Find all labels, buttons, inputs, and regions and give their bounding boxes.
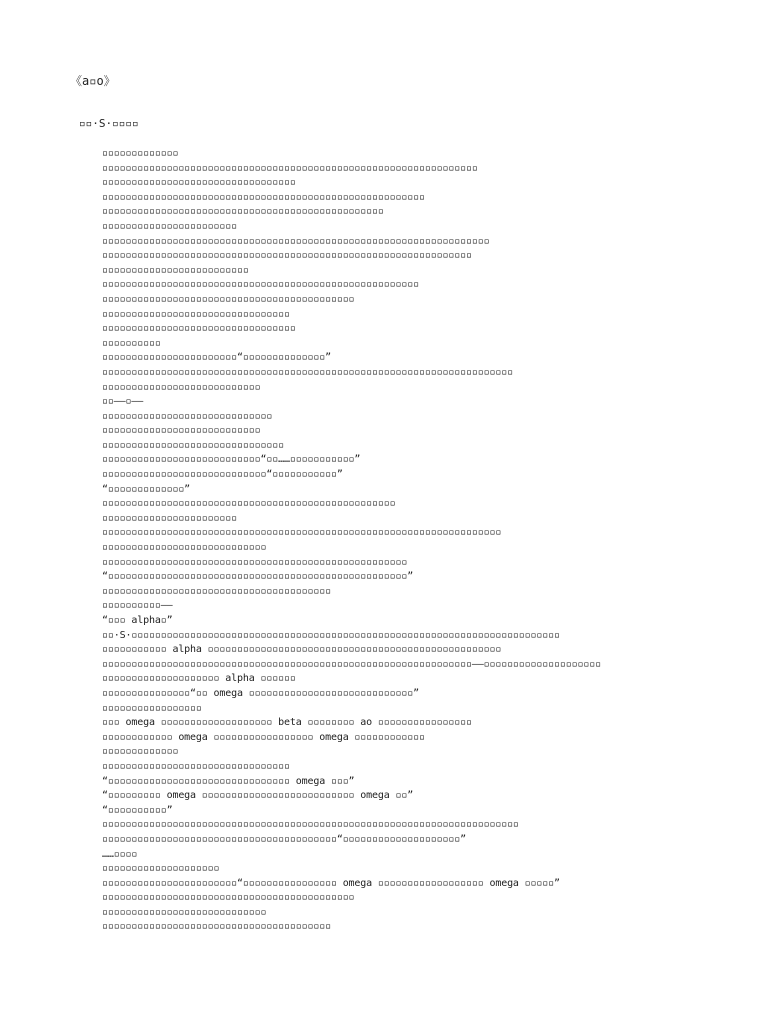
- document-title: 《a▫o》: [70, 74, 116, 88]
- text-line: ▫▫▫▫▫▫▫▫▫▫▫▫▫▫▫▫▫▫▫▫▫▫▫▫▫▫▫▫▫▫▫▫: [102, 308, 290, 320]
- text-line: ▫▫▫▫▫▫▫▫▫▫▫▫▫▫▫▫▫▫▫▫▫▫▫▫▫▫▫▫▫▫▫▫▫▫▫▫▫▫▫▫▫▫▫▫▫▫▫▫▫▫▫▫▫▫▫▫▫▫▫▫▫▫▫: [102, 250, 472, 262]
- text-line: “▫▫▫▫▫▫▫▫▫▫▫▫▫”: [102, 483, 191, 495]
- text-line: ▫▫▫▫▫▫▫▫▫▫▫▫▫▫▫▫▫▫▫▫▫▫▫▫▫▫▫▫▫▫▫▫▫▫▫▫▫▫▫▫▫▫▫▫▫▫▫▫▫▫▫▫▫▫▫▫▫▫▫▫▫▫▫▫▫▫▫▫: [102, 527, 502, 539]
- text-line: ▫▫▫▫▫▫▫▫▫▫▫▫▫▫▫▫▫▫▫▫▫▫▫▫▫▫▫▫▫: [102, 410, 273, 422]
- text-line: ▫▫▫▫▫▫▫▫▫▫▫▫▫▫▫▫▫▫▫▫▫▫▫▫▫▫▫▫▫▫▫▫: [102, 760, 290, 772]
- text-line: ▫▫▫▫▫▫▫▫▫▫▫▫▫▫▫▫▫▫▫▫▫▫▫▫▫▫▫▫▫▫▫▫▫▫▫▫▫▫▫▫▫▫▫▫▫▫▫▫▫▫▫▫▫▫: [102, 279, 420, 291]
- text-line: ▫▫▫▫▫▫▫▫▫▫▫▫▫▫▫▫▫▫▫▫▫▫▫▫▫▫▫▫“▫▫▫▫▫▫▫▫▫▫▫”: [102, 469, 343, 481]
- text-line: ▫▫▫▫▫▫▫▫▫▫▫▫▫▫▫▫▫▫▫▫▫▫▫▫▫▫▫▫▫▫▫▫▫▫▫▫▫▫▫▫▫▫▫▫▫▫▫▫: [102, 206, 384, 218]
- text-line: ▫▫▫▫▫▫▫▫▫▫▫▫▫▫▫▫▫▫▫▫▫▫▫▫▫▫▫▫▫▫▫▫▫▫▫▫▫▫▫▫▫▫▫▫▫▫▫▫▫▫: [102, 498, 396, 510]
- text-line: ▫▫▫▫▫▫▫▫▫▫▫▫▫▫▫▫▫: [102, 702, 202, 714]
- text-line: ▫▫▫▫▫▫▫▫▫▫▫▫▫▫▫▫▫▫▫▫▫▫▫“▫▫▫▫▫▫▫▫▫▫▫▫▫▫▫▫ omega ▫▫▫▫▫▫▫▫▫▫▫▫▫▫▫▫▫▫ omega ▫▫▫▫▫”: [102, 877, 560, 889]
- text-line: ▫▫▫▫▫▫▫▫▫▫▫ alpha ▫▫▫▫▫▫▫▫▫▫▫▫▫▫▫▫▫▫▫▫▫▫▫▫▫▫▫▫▫▫▫▫▫▫▫▫▫▫▫▫▫▫▫▫▫▫▫▫▫▫: [102, 644, 502, 656]
- text-line: ▫▫▫▫▫▫▫▫▫▫▫▫▫▫▫▫▫▫▫▫▫▫▫▫▫▫▫▫▫▫▫▫▫▫▫▫▫▫▫▫▫▫▫: [102, 892, 355, 904]
- text-line: ▫▫▫▫▫▫▫▫▫▫▫▫▫▫▫▫▫▫▫▫: [102, 863, 220, 875]
- text-line: ▫▫▫▫▫▫▫▫▫▫▫▫▫▫▫▫▫▫▫▫▫▫▫▫▫▫▫“▫▫……▫▫▫▫▫▫▫▫▫▫▫”: [102, 454, 361, 466]
- text-line: ▫▫▫▫▫▫▫▫▫▫▫▫▫▫▫▫▫▫▫▫▫▫▫▫▫▫▫▫▫▫▫: [102, 439, 284, 451]
- text-line: ▫▫▫▫▫▫▫▫▫▫▫▫▫▫▫▫▫▫▫▫▫▫▫▫▫▫▫: [102, 425, 261, 437]
- text-line: ▫▫▫▫▫▫▫▫▫▫▫▫▫▫▫▫▫▫▫▫▫▫▫▫▫▫▫▫▫▫▫▫▫▫▫▫▫▫▫▫▫▫▫▫▫▫▫▫▫▫▫▫▫▫▫▫▫▫▫▫▫▫▫▫▫▫▫▫▫▫▫: [102, 819, 519, 831]
- text-line: ▫▫▫▫▫▫▫▫▫▫▫▫▫▫▫▫▫▫▫▫▫▫▫▫▫▫▫▫▫▫▫▫▫: [102, 323, 296, 335]
- text-line: ▫▫▫▫▫▫▫▫▫▫▫▫▫▫▫▫▫▫▫▫▫▫▫▫▫▫▫▫▫▫▫▫▫▫▫▫▫▫▫▫▫▫▫▫▫▫▫▫▫▫▫▫▫▫▫: [102, 191, 425, 203]
- text-line: ▫▫▫▫▫▫▫▫▫▫▫▫▫▫▫▫▫▫▫▫▫▫▫: [102, 512, 238, 524]
- text-line: “▫▫▫▫▫▫▫▫▫▫▫▫▫▫▫▫▫▫▫▫▫▫▫▫▫▫▫▫▫▫▫ omega ▫▫▫”: [102, 775, 355, 787]
- text-line: ▫▫▫▫▫▫▫▫▫▫▫▫▫: [102, 148, 179, 159]
- text-line: ▫▫▫▫▫▫▫▫▫▫▫▫▫: [102, 746, 179, 758]
- text-line: ▫▫▫▫▫▫▫▫▫▫▫▫▫▫▫▫▫▫▫▫▫▫▫▫▫▫▫: [102, 381, 261, 393]
- document-author: ▫▫·S·▫▫▫▫: [79, 117, 139, 130]
- text-line: ▫▫▫▫▫▫▫▫▫▫▫▫▫▫▫▫▫▫▫▫▫▫▫▫▫▫▫▫▫▫▫▫▫▫▫▫▫▫▫▫▫▫▫▫▫▫▫▫▫▫▫▫: [102, 556, 408, 568]
- text-line: “▫▫▫▫▫▫▫▫▫▫▫▫▫▫▫▫▫▫▫▫▫▫▫▫▫▫▫▫▫▫▫▫▫▫▫▫▫▫▫▫▫▫▫▫▫▫▫▫▫▫▫”: [102, 571, 414, 583]
- text-line: ▫▫▫▫▫▫▫▫▫▫▫▫▫▫▫▫▫▫▫▫▫▫▫▫▫▫▫▫▫▫▫▫▫: [102, 177, 296, 189]
- text-line: ▫▫▫▫▫▫▫▫▫▫▫▫▫▫▫▫▫▫▫▫▫▫▫▫▫▫▫▫▫▫▫▫▫▫▫▫▫▫▫: [102, 585, 331, 597]
- text-line: ▫▫▫▫▫▫▫▫▫▫▫▫▫▫▫▫▫▫▫▫▫▫▫▫▫▫▫▫▫▫▫▫▫▫▫▫▫▫▫▫“▫▫▫▫▫▫▫▫▫▫▫▫▫▫▫▫▫▫▫▫”: [102, 833, 466, 845]
- text-line: ▫▫——▫——: [102, 396, 144, 408]
- text-line: ……▫▫▫▫: [102, 848, 138, 860]
- text-line: ▫▫▫▫▫▫▫▫▫▫▫▫▫▫▫▫▫▫▫▫▫▫▫▫▫▫▫▫▫▫▫▫▫▫▫▫▫▫▫▫▫▫▫▫▫▫▫▫▫▫▫▫▫▫▫▫▫▫▫▫▫▫▫▫▫▫: [102, 235, 490, 247]
- text-line: ▫▫▫ omega ▫▫▫▫▫▫▫▫▫▫▫▫▫▫▫▫▫▫▫ beta ▫▫▫▫▫▫▫▫ ao ▫▫▫▫▫▫▫▫▫▫▫▫▫▫▫▫: [102, 717, 472, 729]
- text-line: “▫▫▫▫▫▫▫▫▫ omega ▫▫▫▫▫▫▫▫▫▫▫▫▫▫▫▫▫▫▫▫▫▫▫▫▫▫ omega ▫▫”: [102, 790, 414, 802]
- text-line: ▫▫▫▫▫▫▫▫▫▫▫▫▫▫▫▫▫▫▫▫▫▫▫“▫▫▫▫▫▫▫▫▫▫▫▫▫▫”: [102, 352, 331, 364]
- text-line: ▫▫▫▫▫▫▫▫▫▫▫▫▫▫▫“▫▫ omega ▫▫▫▫▫▫▫▫▫▫▫▫▫▫▫▫▫▫▫▫▫▫▫▫▫▫▫▫”: [102, 687, 420, 699]
- text-line: ▫▫▫▫▫▫▫▫▫▫▫▫▫▫▫▫▫▫▫▫▫▫▫▫▫▫▫▫: [102, 542, 267, 554]
- text-line: ▫▫▫▫▫▫▫▫▫▫——: [102, 600, 173, 612]
- text-line: “▫▫▫ alpha▫”: [102, 615, 173, 626]
- text-line: ▫▫▫▫▫▫▫▫▫▫▫▫▫▫▫▫▫▫▫▫▫▫▫▫▫▫▫▫▫▫▫▫▫▫▫▫▫▫▫▫▫▫▫▫▫▫▫▫▫▫▫▫▫▫▫▫▫▫▫▫▫▫▫▫▫▫▫▫▫▫: [102, 366, 513, 378]
- text-line: ▫▫▫▫▫▫▫▫▫▫▫▫▫▫▫▫▫▫▫▫▫▫▫▫▫▫▫▫▫▫▫▫▫▫▫▫▫▫▫▫▫▫▫▫▫▫▫▫▫▫▫▫▫▫▫▫▫▫▫▫▫▫▫——▫▫▫▫▫▫▫▫▫▫▫▫▫▫▫▫▫▫▫▫: [102, 658, 601, 670]
- text-line: ▫▫▫▫▫▫▫▫▫▫▫▫▫▫▫▫▫▫▫▫▫▫▫▫▫▫▫▫▫▫▫▫▫▫▫▫▫▫▫▫▫▫▫▫▫▫▫▫▫▫▫▫▫▫▫▫▫▫▫▫▫▫▫▫: [102, 162, 478, 174]
- text-line: ▫▫▫▫▫▫▫▫▫▫▫▫▫▫▫▫▫▫▫▫▫▫▫▫▫▫▫▫▫▫▫▫▫▫▫▫▫▫▫: [102, 921, 331, 933]
- text-line: ▫▫▫▫▫▫▫▫▫▫: [102, 337, 161, 349]
- document-body: [102, 147, 722, 935]
- text-line: ▫▫▫▫▫▫▫▫▫▫▫▫▫▫▫▫▫▫▫▫▫▫▫▫▫: [102, 264, 249, 276]
- text-line: ▫▫▫▫▫▫▫▫▫▫▫▫▫▫▫▫▫▫▫▫▫▫▫▫▫▫▫▫: [102, 906, 267, 918]
- text-line: ▫▫▫▫▫▫▫▫▫▫▫▫▫▫▫▫▫▫▫▫ alpha ▫▫▫▫▫▫: [102, 673, 296, 685]
- text-line: ▫▫·S·▫▫▫▫▫▫▫▫▫▫▫▫▫▫▫▫▫▫▫▫▫▫▫▫▫▫▫▫▫▫▫▫▫▫▫▫▫▫▫▫▫▫▫▫▫▫▫▫▫▫▫▫▫▫▫▫▫▫▫▫▫▫▫▫▫▫▫▫▫▫▫▫▫: [102, 629, 560, 641]
- text-line: ▫▫▫▫▫▫▫▫▫▫▫▫ omega ▫▫▫▫▫▫▫▫▫▫▫▫▫▫▫▫▫ omega ▫▫▫▫▫▫▫▫▫▫▫▫: [102, 731, 425, 743]
- text-line: “▫▫▫▫▫▫▫▫▫▫”: [102, 804, 173, 816]
- text-line: ▫▫▫▫▫▫▫▫▫▫▫▫▫▫▫▫▫▫▫▫▫▫▫: [102, 220, 238, 232]
- text-line: ▫▫▫▫▫▫▫▫▫▫▫▫▫▫▫▫▫▫▫▫▫▫▫▫▫▫▫▫▫▫▫▫▫▫▫▫▫▫▫▫▫▫▫: [102, 293, 355, 305]
